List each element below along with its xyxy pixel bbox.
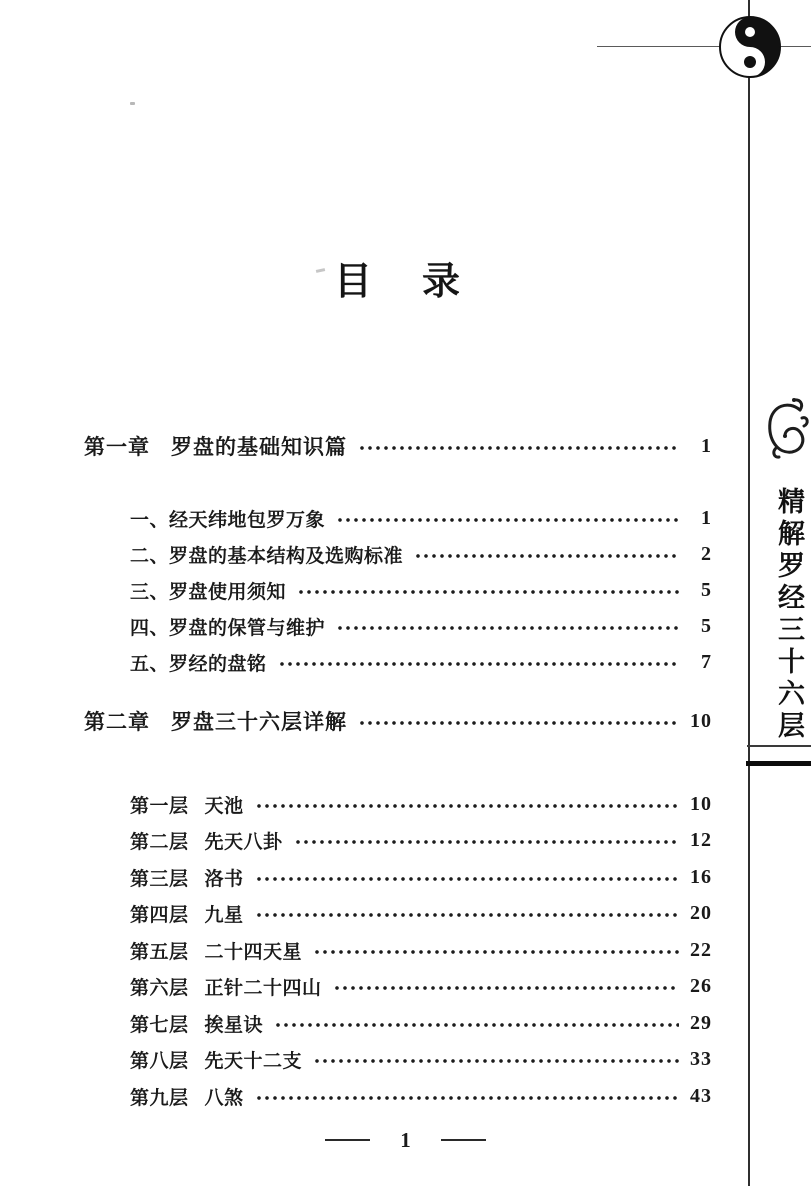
chapter-title: 罗盘的基础知识篇 xyxy=(171,436,347,459)
toc-entry-row xyxy=(130,503,712,533)
footer-right-dash xyxy=(441,1139,486,1141)
toc-entry-row xyxy=(130,789,712,819)
entry-page-number: 12 xyxy=(690,829,712,851)
entry-title: 先天八卦 xyxy=(204,832,283,853)
dot-leader xyxy=(279,661,679,667)
entry-number: 第三层 xyxy=(130,868,189,890)
entry-number: 第五层 xyxy=(130,941,189,963)
entry-page-number: 5 xyxy=(701,578,712,601)
entry-label: 一、经天纬地包罗万象 xyxy=(130,509,326,531)
dot-leader xyxy=(359,445,679,451)
dot-leader xyxy=(314,1058,679,1064)
entry-title: 先天十二支 xyxy=(204,1051,303,1072)
toc-chapter-row xyxy=(84,431,712,461)
toc-entry-row xyxy=(130,611,712,641)
toc-entry-row xyxy=(130,1008,712,1038)
dot-leader xyxy=(415,553,679,559)
entry-page-number: 7 xyxy=(701,650,712,673)
toc-chapter-row xyxy=(84,706,712,736)
dot-leader xyxy=(334,985,679,991)
dot-leader xyxy=(256,912,679,918)
entry-number: 第九层 xyxy=(130,1087,189,1109)
entry-number: 第一层 xyxy=(130,795,189,817)
toc-entry-row xyxy=(130,1081,712,1111)
dot-leader xyxy=(275,1022,679,1028)
entry-page-number: 5 xyxy=(701,614,712,637)
footer-page-number: 1 xyxy=(400,1127,411,1152)
dot-leader xyxy=(337,517,679,523)
dot-leader xyxy=(256,1095,679,1101)
entry-page-number: 10 xyxy=(690,792,712,815)
dot-leader xyxy=(295,839,679,845)
dot-leader xyxy=(256,876,679,882)
entry-number: 第二层 xyxy=(130,832,189,853)
entry-title: 挨星诀 xyxy=(204,1014,264,1036)
sidebar-book-title: 精解罗经三十六层 xyxy=(774,487,804,743)
entry-title: 洛书 xyxy=(204,868,244,890)
chapter-number: 第二章 xyxy=(84,711,150,734)
entry-page-number: 1 xyxy=(701,506,712,529)
entry-page-number: 26 xyxy=(690,975,712,997)
entry-title: 九星 xyxy=(204,905,244,926)
entry-page-number: 29 xyxy=(690,1011,712,1034)
toc-entry-row xyxy=(130,575,712,605)
page-footer xyxy=(0,1125,811,1155)
toc-entry-row xyxy=(130,647,712,677)
toc-entry-row xyxy=(130,539,712,569)
toc-entry-row xyxy=(130,972,712,1002)
entry-label: 五、罗经的盘铭 xyxy=(130,653,267,675)
entry-title: 二十四天星 xyxy=(204,941,303,963)
entry-page-number: 33 xyxy=(690,1048,712,1070)
toc-entry-row xyxy=(130,899,712,929)
entry-title: 八煞 xyxy=(204,1087,244,1109)
dot-leader xyxy=(359,720,679,726)
entry-label: 四、罗盘的保管与维护 xyxy=(130,617,326,639)
chapter-page-number: 10 xyxy=(690,709,712,732)
toc-entry-row xyxy=(130,862,712,892)
entry-number: 第四层 xyxy=(130,905,189,926)
entry-page-number: 2 xyxy=(701,542,712,565)
entry-page-number: 20 xyxy=(690,902,712,924)
chapter-page-number: 1 xyxy=(701,434,712,457)
dot-leader xyxy=(314,949,679,955)
entry-number: 第六层 xyxy=(130,978,189,999)
entry-page-number: 16 xyxy=(690,865,712,888)
entry-label: 三、罗盘使用须知 xyxy=(130,581,287,603)
entry-label: 二、罗盘的基本结构及选购标准 xyxy=(130,545,404,567)
dot-leader xyxy=(256,803,679,809)
entry-page-number: 22 xyxy=(690,938,712,961)
chapter-number: 第一章 xyxy=(84,436,150,459)
entry-page-number: 43 xyxy=(690,1084,712,1107)
dot-leader xyxy=(337,625,679,631)
dot-leader xyxy=(298,589,679,595)
entry-number: 第八层 xyxy=(130,1051,189,1072)
entry-title: 正针二十四山 xyxy=(204,978,322,999)
entry-title: 天池 xyxy=(204,795,244,817)
chapter-title: 罗盘三十六层详解 xyxy=(171,711,347,734)
toc-entry-row xyxy=(130,1045,712,1075)
page-title: 目 录 xyxy=(333,261,466,303)
footer-left-dash xyxy=(325,1139,370,1141)
entry-number: 第七层 xyxy=(130,1014,189,1036)
toc-entry-row xyxy=(130,826,712,856)
toc-entry-row xyxy=(130,935,712,965)
